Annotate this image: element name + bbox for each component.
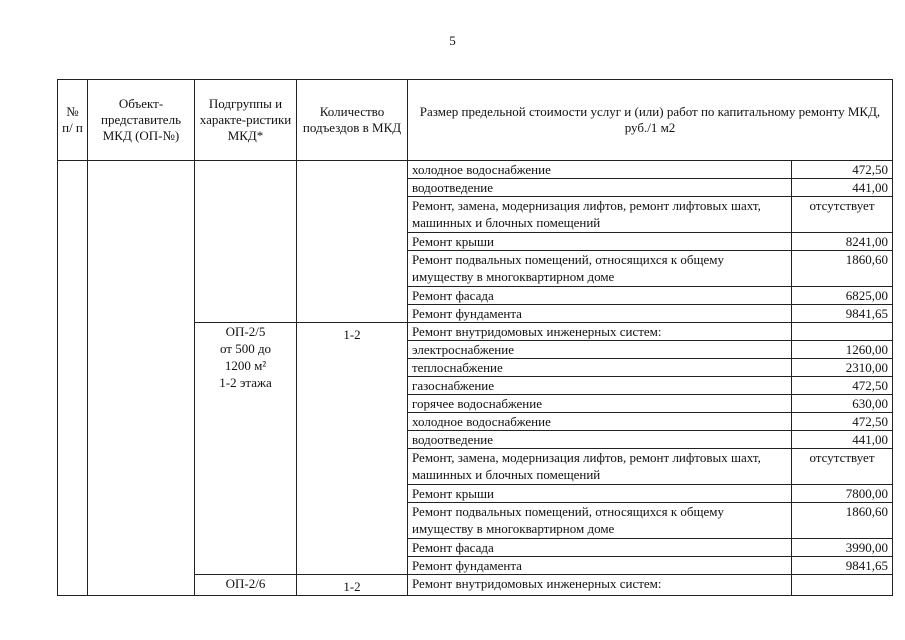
service-name-cell: Ремонт, замена, модернизация лифтов, ремонт лифтовых шахт, машинных и блочных помещений <box>408 197 792 233</box>
service-name-cell: Ремонт фундамента <box>408 557 792 575</box>
service-name-cell: водоотведение <box>408 179 792 197</box>
service-price-cell: 472,50 <box>792 413 893 431</box>
page-number: 5 <box>449 33 456 48</box>
service-name-cell: Ремонт внутридомовых инженерных систем: <box>408 323 792 341</box>
service-name-cell: Ремонт фасада <box>408 539 792 557</box>
service-name-cell: Ремонт крыши <box>408 485 792 503</box>
service-name-cell: Ремонт внутридомовых инженерных систем: <box>408 575 792 596</box>
row-number-cell <box>58 161 88 596</box>
service-name-cell: водоотведение <box>408 431 792 449</box>
service-price-cell: 8241,00 <box>792 233 893 251</box>
service-price-cell <box>792 575 893 596</box>
service-price-cell: 9841,65 <box>792 557 893 575</box>
subgroup-line: 1200 м² <box>224 358 267 373</box>
subgroup-cell <box>195 323 297 575</box>
entrances-cell: 1-2 <box>297 323 408 575</box>
service-name-cell: Ремонт подвальных помещений, относящихся к общему имуществу в многоквартирном доме <box>408 251 792 287</box>
service-price-cell: 1260,00 <box>792 341 893 359</box>
subgroup-line: от 500 до <box>219 341 272 356</box>
capital-repair-cost-table <box>57 79 893 596</box>
subgroup-cell <box>195 575 297 596</box>
service-name-cell: холодное водоснабжение <box>408 161 792 179</box>
service-price-cell: 472,50 <box>792 377 893 395</box>
subgroup-line: 1-2 этажа <box>219 375 272 390</box>
service-price-cell: 3990,00 <box>792 539 893 557</box>
service-name-cell: газоснабжение <box>408 377 792 395</box>
header-subgroup: Подгруппы и характе-ристики МКД* <box>195 80 297 161</box>
table-row <box>58 161 893 179</box>
service-price-cell: 7800,00 <box>792 485 893 503</box>
service-price-cell: отсутствует <box>792 449 893 485</box>
header-entrances: Количество подъездов в МКД <box>297 80 408 161</box>
object-cell <box>88 161 195 596</box>
service-name-cell: холодное водоснабжение <box>408 413 792 431</box>
service-price-cell: 1860,60 <box>792 503 893 539</box>
service-price-cell: 9841,65 <box>792 305 893 323</box>
service-price-cell: 6825,00 <box>792 287 893 305</box>
subgroup-line: ОП-2/6 <box>225 576 266 591</box>
service-price-cell: 441,00 <box>792 179 893 197</box>
entrances-cell: 1-2 <box>297 575 408 596</box>
service-name-cell: Ремонт фасада <box>408 287 792 305</box>
table-header-row <box>58 80 893 161</box>
service-price-cell: 1860,60 <box>792 251 893 287</box>
service-name-cell: горячее водоснабжение <box>408 395 792 413</box>
header-price: Размер предельной стоимости услуг и (или) работ по капитальному ремонту МКД, руб./1 м2 <box>408 80 893 161</box>
service-price-cell: 441,00 <box>792 431 893 449</box>
entrances-cell <box>297 161 408 323</box>
service-price-cell: 2310,00 <box>792 359 893 377</box>
header-object: Объект-представитель МКД (ОП-№) <box>88 80 195 161</box>
subgroup-line: ОП-2/5 <box>225 324 266 339</box>
service-name-cell: электроснабжение <box>408 341 792 359</box>
service-name-cell: теплоснабжение <box>408 359 792 377</box>
service-price-cell: 472,50 <box>792 161 893 179</box>
service-name-cell: Ремонт фундамента <box>408 305 792 323</box>
service-name-cell: Ремонт крыши <box>408 233 792 251</box>
service-price-cell <box>792 323 893 341</box>
service-name-cell: Ремонт, замена, модернизация лифтов, ремонт лифтовых шахт, машинных и блочных помещений <box>408 449 792 485</box>
table-body <box>58 161 893 596</box>
service-price-cell: 630,00 <box>792 395 893 413</box>
header-num: № п/ п <box>58 80 88 161</box>
service-price-cell: отсутствует <box>792 197 893 233</box>
service-name-cell: Ремонт подвальных помещений, относящихся к общему имуществу в многоквартирном доме <box>408 503 792 539</box>
subgroup-cell <box>195 161 297 323</box>
